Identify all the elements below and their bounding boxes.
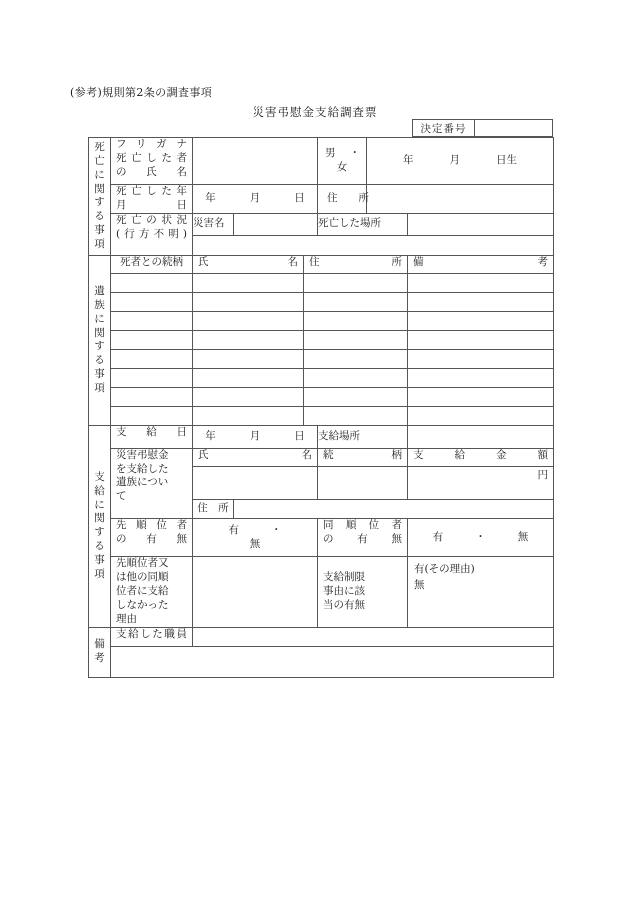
restriction-label [318,557,408,627]
survivor-remarks-cell[interactable] [408,273,554,292]
address-label: 住 所 [318,185,367,214]
survivor-remarks-cell[interactable] [408,387,554,406]
death-circumstance-label-line1: 死亡の状況 [116,213,187,226]
payment-month-unit: 月 [249,429,261,442]
same-rank-separator: ・ [475,530,486,543]
payment-year-unit: 年 [205,429,216,442]
survivor-relation-cell[interactable] [111,273,193,292]
recipient-amount-label: 支 給 金 額 [408,448,554,466]
same-rank-option-yes[interactable]: 有 [432,530,444,543]
survivors-col-relation: 死者との続柄 [111,255,193,273]
survivor-address-cell[interactable] [304,387,408,406]
side-label-payment-matters: 支 給 に 関 す る 事 項 [89,425,111,627]
survivor-address-cell[interactable] [304,349,408,368]
row-rank-presence [89,518,554,557]
death-place-label: 死亡した場所 [318,213,408,235]
death-date-field[interactable] [193,185,318,214]
death-circumstance-label [111,213,193,255]
prior-rank-choice[interactable] [193,518,318,557]
recipient-address-label: 住 所 [193,499,234,518]
survivor-remarks-cell[interactable] [408,311,554,330]
restriction-label-line2: 事由に該 [323,585,366,598]
decision-number-field[interactable] [475,120,552,136]
death-circumstance-label-line2: (行方不明) [116,227,187,240]
death-date-label-line1: 死亡した年 [116,185,187,197]
survivor-remarks-cell[interactable] [408,406,554,425]
birthdate-field[interactable] [367,138,554,185]
same-rank-option-no[interactable]: 無 [517,530,529,543]
survivors-col-address: 住 所 [304,255,408,273]
gender-option-female[interactable]: 女 [336,161,348,173]
survivor-relation-cell[interactable] [111,349,193,368]
prior-rank-label [111,518,193,557]
recipient-label-line4: て [116,490,127,503]
prior-rank-option-no[interactable]: 無 [249,537,261,550]
gender-option-male[interactable]: 男 [325,147,336,160]
nonpayment-reason-label-line1: 先順位者又 [116,557,169,570]
page-title: 災害弔慰金支給調査票 [252,105,378,119]
death-place-field[interactable] [408,213,554,235]
birth-day-unit: 日生 [496,154,518,167]
payment-day-unit: 日 [294,429,305,442]
row-death-circumstance [89,213,554,235]
deceased-name-label-line2: の 氏 名 [116,165,187,178]
survey-form-table [88,137,554,678]
table-row [89,311,554,330]
recipient-address-field[interactable] [234,499,554,518]
death-date-label-line2: 月 日 [116,198,187,211]
survivor-address-cell[interactable] [304,330,408,349]
survivor-address-cell[interactable] [304,292,408,311]
prior-rank-option-yes[interactable]: 有 [228,523,239,536]
death-circumstance-detail-field[interactable] [193,235,554,255]
survivor-name-cell[interactable] [193,292,304,311]
restriction-label-line1: 支給制限 [323,571,366,584]
reference-note: (参考)規則第2条の調査事項 [70,86,213,99]
staff-field[interactable] [193,627,554,646]
prior-rank-label-line2: の 有 無 [116,532,187,545]
remarks-field[interactable] [111,646,554,677]
payment-date-field[interactable] [193,425,318,448]
nonpayment-reason-label-line3: 位者に支給 [116,585,169,598]
row-remarks [89,646,554,677]
side-label-survivor-matters: 遺 族 に 関 す る 事 項 [89,255,111,425]
death-year-unit: 年 [205,191,216,204]
same-rank-label-line2: の 有 無 [323,532,403,545]
decision-number-box [412,119,553,137]
gender-choice[interactable] [318,138,367,185]
survivor-remarks-cell[interactable] [408,368,554,387]
address-field[interactable] [367,185,554,214]
table-row [89,368,554,387]
survivor-name-cell[interactable] [193,311,304,330]
nonpayment-reason-label-line2: は他の同順 [116,571,169,584]
payment-place-field[interactable] [408,425,554,448]
recipient-amount-field[interactable] [408,466,554,499]
side-label-remarks: 備 考 [89,627,111,677]
deceased-name-label-line1: 死亡した者 [116,151,187,164]
recipient-label-line3: 遺族につい [116,476,169,489]
row-nonpayment-reason [89,557,554,627]
survivor-address-cell[interactable] [304,311,408,330]
survivor-relation-cell[interactable] [111,406,193,425]
row-staff [89,627,554,646]
disaster-name-label: 災害名 [193,213,234,235]
death-day-unit: 日 [294,191,305,204]
currency-unit: 円 [537,468,549,481]
payment-date-label: 支 給 日 [111,425,193,448]
row-payment-date [89,425,554,448]
birth-year-unit: 年 [403,154,414,167]
nonpayment-reason-label-line5: 理由 [116,612,137,625]
recipient-relation-label: 続 柄 [318,448,408,466]
restriction-choice[interactable] [408,557,554,627]
recipient-label-line1: 災害弔慰金 [116,448,169,461]
recipient-relation-field[interactable] [318,466,408,499]
survivor-address-cell[interactable] [304,273,408,292]
row-deceased-name [89,138,554,185]
gender-separator: ・ [349,147,361,160]
restriction-option-no[interactable]: 無 [414,579,425,592]
survivor-relation-cell[interactable] [111,311,193,330]
survivor-relation-cell[interactable] [111,292,193,311]
death-date-label [111,185,193,214]
birth-month-unit: 月 [449,154,461,167]
row-survivors-header [89,255,554,273]
survivor-address-cell[interactable] [304,368,408,387]
nonpayment-reason-label-line4: しなかった [116,599,169,612]
survivor-address-cell[interactable] [304,406,408,425]
nonpayment-reason-label [111,557,193,627]
death-month-unit: 月 [249,191,261,204]
restriction-option-yes[interactable]: 有(その理由) [414,563,475,576]
payment-place-label: 支給場所 [318,425,408,448]
row-death-date [89,185,554,214]
same-rank-label-line1: 同順位者 [323,518,403,531]
deceased-name-field[interactable] [193,138,318,185]
deceased-name-label [111,138,193,185]
survivor-name-cell[interactable] [193,368,304,387]
table-row [89,349,554,368]
same-rank-label [318,518,408,557]
nonpayment-reason-field[interactable] [193,557,318,627]
survivor-name-cell[interactable] [193,273,304,292]
survivor-remarks-cell[interactable] [408,330,554,349]
survivor-relation-cell[interactable] [111,387,193,406]
survivor-name-cell[interactable] [193,406,304,425]
furigana-label: フリガナ [116,138,187,150]
recipient-section-label [111,448,193,518]
table-row [89,273,554,292]
survivor-remarks-cell[interactable] [408,349,554,368]
survivor-name-cell[interactable] [193,330,304,349]
survivors-col-name: 氏 名 [193,255,304,273]
survivor-relation-cell[interactable] [111,330,193,349]
survivors-col-remarks: 備 考 [408,255,554,273]
restriction-label-line3: 当の有無 [323,599,366,612]
decision-number-label: 決定番号 [413,120,475,136]
recipient-name-label: 氏 名 [193,448,318,466]
table-row [89,406,554,425]
same-rank-choice[interactable] [408,518,554,557]
prior-rank-label-line1: 先順位者 [116,518,187,531]
row-recipient-header [89,448,554,466]
survivor-remarks-cell[interactable] [408,292,554,311]
survivor-name-cell[interactable] [193,349,304,368]
table-row [89,330,554,349]
side-label-death-matters: 死 亡 に 関 す る 事 項 [89,138,111,256]
recipient-label-line2: を支給した [116,462,169,475]
survivor-name-cell[interactable] [193,387,304,406]
staff-label: 支給した職員 [111,627,193,646]
table-row [89,292,554,311]
disaster-name-field[interactable] [234,213,318,235]
table-row [89,387,554,406]
survivor-relation-cell[interactable] [111,368,193,387]
recipient-name-field[interactable] [193,466,318,499]
prior-rank-separator: ・ [271,523,282,536]
